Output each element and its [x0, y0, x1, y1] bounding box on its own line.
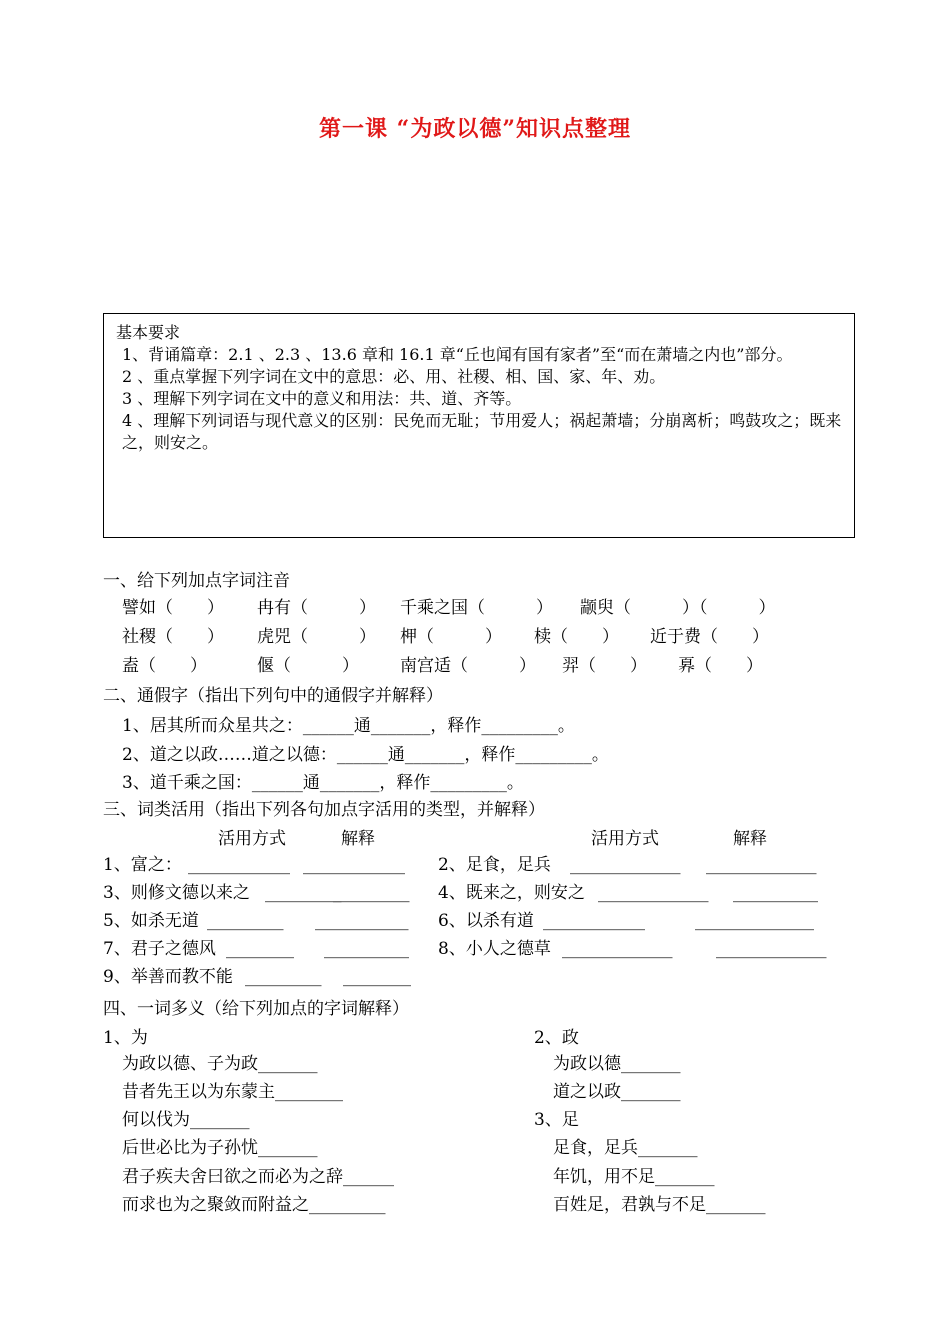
section-heading-tongjia: 二、通假字（指出下列句中的通假字并解释）: [103, 686, 443, 706]
pinyin-item: 冉有（ ）: [257, 598, 376, 618]
answer-blank[interactable]: ____________: [303, 855, 405, 875]
word-heading: 2、政: [534, 1028, 579, 1048]
tongjia-item: 1、居其所而众星共之：______通_______，释作_________。: [122, 716, 575, 736]
polysemy-item: 而求也为之聚敛而附益之_________: [122, 1195, 386, 1215]
polysemy-item: 足食，足兵_______: [553, 1138, 698, 1158]
word-heading: 3、足: [534, 1110, 579, 1130]
column-header: 活用方式: [218, 829, 286, 849]
tongjia-item: 2、道之以政……道之以德：______通_______，释作_________。: [122, 745, 609, 765]
answer-blank[interactable]: _________: [207, 911, 284, 931]
section-heading-huoyong: 三、词类活用（指出下列各句加点字活用的类型，并解释）: [103, 800, 545, 820]
page-title: 第一课 “为政以德”知识点整理: [319, 116, 631, 142]
section-heading-yici: 四、一词多义（给下列加点的字词解释）: [103, 999, 409, 1019]
answer-blank[interactable]: _____________: [570, 855, 681, 875]
answer-blank[interactable]: ______________: [695, 911, 814, 931]
polysemy-item: 道之以政_______: [553, 1082, 681, 1102]
pinyin-item: 盍（ ）: [122, 656, 207, 676]
pinyin-item: 羿（ ）: [562, 656, 647, 676]
column-header: 活用方式: [591, 829, 659, 849]
huoyong-item: 9、举善而教不能: [103, 967, 233, 987]
huoyong-item: 4、既来之，则安之: [438, 883, 585, 903]
pinyin-item: 柙（ ）: [400, 627, 502, 647]
huoyong-item: 7、君子之德风: [103, 939, 216, 959]
answer-blank[interactable]: _________: [333, 883, 410, 903]
requirement-item: 1、背诵篇章：2.1 、2.3 、13.6 章和 16.1 章“丘也闻有国有家者”至“而在萧墙之内也”部分。: [122, 345, 793, 364]
polysemy-item: 后世必比为子孙忧_______: [122, 1138, 318, 1158]
requirement-item: 3 、理解下列字词在文中的意义和用法：共、道、齐等。: [122, 389, 522, 408]
answer-blank[interactable]: __________: [733, 883, 818, 903]
answer-blank[interactable]: ________: [343, 967, 411, 987]
huoyong-item: 2、足食，足兵: [438, 855, 551, 875]
requirement-item: 2 、重点掌握下列字词在文中的意思：必、用、社稷、相、国、家、年、劝。: [122, 367, 666, 386]
answer-blank[interactable]: ________: [226, 939, 294, 959]
polysemy-item: 年饥，用不足_______: [553, 1167, 715, 1187]
polysemy-item: 为政以德、子为政_______: [122, 1054, 318, 1074]
huoyong-item: 5、如杀无道: [103, 911, 199, 931]
column-header: 解释: [341, 829, 375, 849]
answer-blank[interactable]: ____________: [543, 911, 645, 931]
polysemy-item: 何以伐为_______: [122, 1110, 250, 1130]
answer-blank[interactable]: _________: [265, 883, 342, 903]
pinyin-item: 颛臾（ ）（ ）: [580, 598, 776, 618]
answer-blank[interactable]: ___________: [315, 911, 409, 931]
pinyin-item: 椟（ ）: [534, 627, 619, 647]
column-header: 解释: [733, 829, 767, 849]
word-heading: 1、为: [103, 1028, 148, 1048]
polysemy-item: 百姓足，君孰与不足_______: [553, 1195, 766, 1215]
huoyong-item: 3、则修文德以来之: [103, 883, 250, 903]
pinyin-item: 譬如（ ）: [122, 598, 224, 618]
answer-blank[interactable]: _____________: [706, 855, 817, 875]
polysemy-item: 昔者先王以为东蒙主________: [122, 1082, 343, 1102]
answer-blank[interactable]: _____________: [598, 883, 709, 903]
requirements-heading: 基本要求: [116, 323, 181, 342]
section-heading-pinyin: 一、给下列加点字词注音: [103, 571, 290, 591]
polysemy-item: 君子疾夫舍曰欲之而必为之辞______: [122, 1167, 394, 1187]
pinyin-item: 千乘之国（ ）: [400, 598, 553, 618]
huoyong-item: 1、富之：: [103, 855, 182, 875]
tongjia-item: 3、道千乘之国：______通_______，释作_________。: [122, 773, 524, 793]
requirements-box: [103, 313, 855, 538]
pinyin-item: 南宫适（ ）: [400, 656, 536, 676]
pinyin-item: 社稷（ ）: [122, 627, 224, 647]
pinyin-item: 偃（ ）: [257, 656, 359, 676]
answer-blank[interactable]: ____________: [188, 855, 290, 875]
answer-blank[interactable]: _________: [245, 967, 322, 987]
requirement-item: 4 、理解下列词语与现代意义的区别：民免而无耻；节用爱人；祸起萧墙；分崩离析；鸣鼓攻之；既来之，则安之。: [122, 411, 842, 452]
answer-blank[interactable]: __________: [324, 939, 409, 959]
pinyin-item: 奡（ ）: [678, 656, 763, 676]
polysemy-item: 为政以德_______: [553, 1054, 681, 1074]
answer-blank[interactable]: _____________: [562, 939, 673, 959]
answer-blank[interactable]: _____________: [716, 939, 827, 959]
pinyin-item: 近于费（ ）: [650, 627, 769, 647]
pinyin-item: 虎兕（ ）: [257, 627, 376, 647]
huoyong-item: 8、小人之德草: [438, 939, 551, 959]
huoyong-item: 6、以杀有道: [438, 911, 534, 931]
